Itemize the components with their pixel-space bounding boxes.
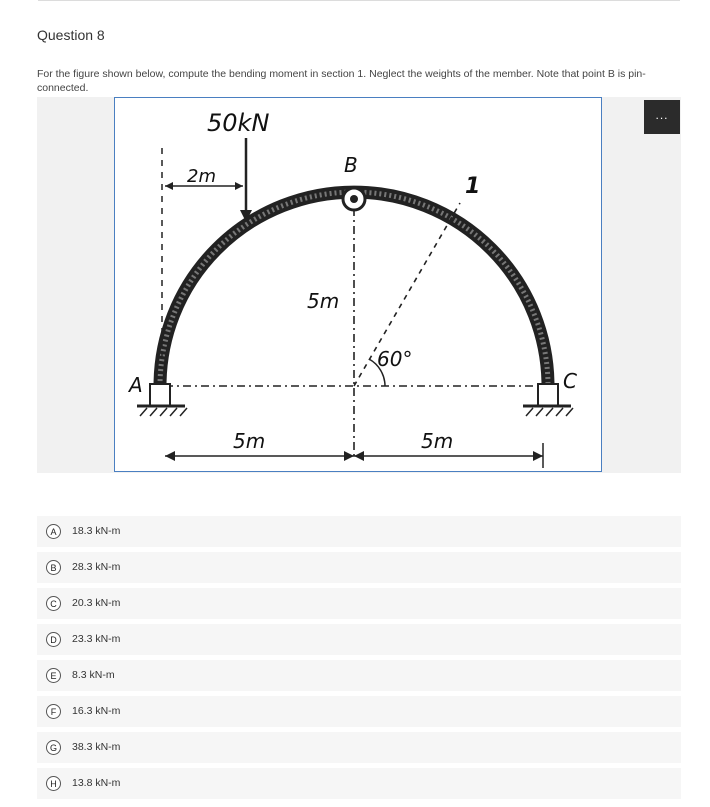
support-a [137,384,187,416]
option-letter: B [46,560,61,575]
option-label: 38.3 kN-m [72,741,121,753]
load-offset-label: 2m [187,166,216,187]
span-right-label: 5m [421,429,454,453]
option-letter: C [46,596,61,611]
point-a-label: A [129,373,143,397]
radius-label: 5m [307,289,340,313]
option-c[interactable] [37,588,681,619]
more-options-button[interactable] [644,100,680,134]
angle-label: 60° [377,347,413,371]
option-label: 23.3 kN-m [72,633,121,645]
load-label: 50kN [207,109,270,137]
option-label: 20.3 kN-m [72,597,121,609]
point-c-label: C [563,369,577,393]
point-b-label: B [344,153,358,177]
option-e[interactable] [37,660,681,691]
option-letter: E [46,668,61,683]
option-label: 18.3 kN-m [72,525,121,537]
question-title: Question 8 [37,27,105,43]
option-a[interactable] [37,516,681,547]
option-g[interactable] [37,732,681,763]
option-letter: G [46,740,61,755]
option-h[interactable] [37,768,681,799]
option-label: 13.8 kN-m [72,777,121,789]
option-f[interactable] [37,696,681,727]
option-d[interactable] [37,624,681,655]
option-letter: F [46,704,61,719]
question-figure [114,97,602,472]
option-label: 28.3 kN-m [72,561,121,573]
option-letter: D [46,632,61,647]
span-left-label: 5m [233,429,266,453]
option-b[interactable] [37,552,681,583]
option-label: 8.3 kN-m [72,669,115,681]
option-letter: H [46,776,61,791]
section-label: 1 [465,174,481,199]
option-letter: A [46,524,61,539]
top-divider [38,0,680,1]
ellipsis-icon: ... [655,108,669,122]
option-label: 16.3 kN-m [72,705,121,717]
question-text: For the figure shown below, compute the bending moment in section 1. Neglect the weights of the member. Note that point B is pin-connected. [37,68,646,94]
